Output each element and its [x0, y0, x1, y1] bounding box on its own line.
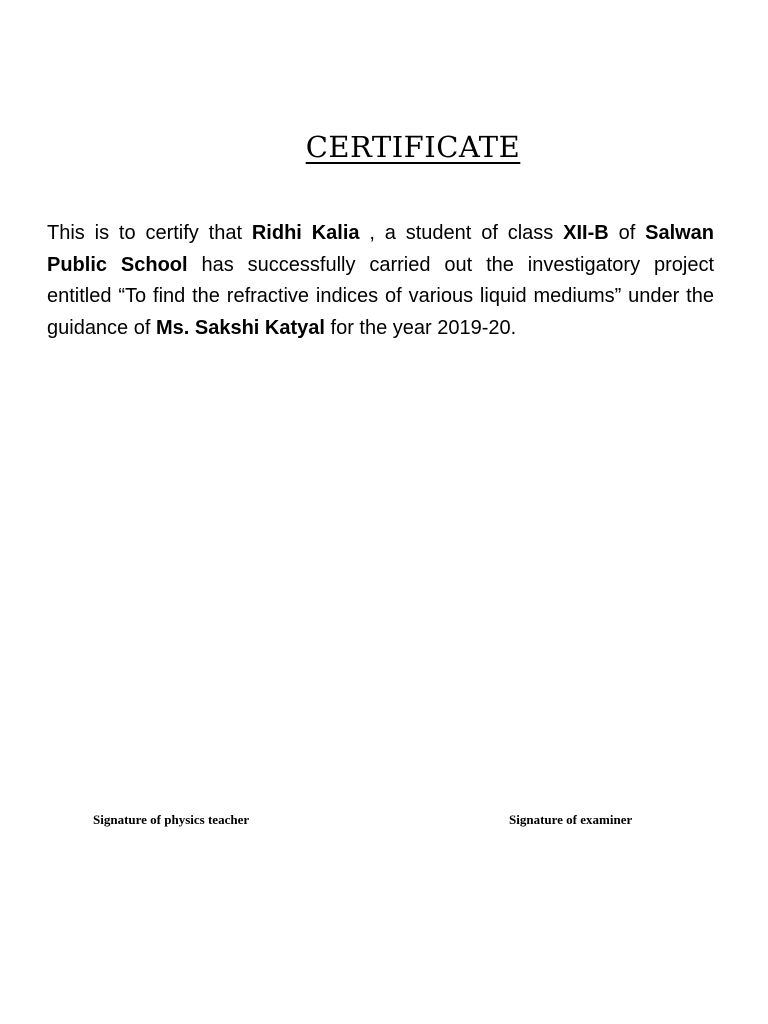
- body-text-3: of: [608, 222, 646, 244]
- body-text-5: for the year 2019-20.: [324, 316, 517, 339]
- body-intro-text: This is to certify that: [47, 222, 252, 244]
- body-text-4: has successfully carried out the investigatory project entitled “To find the refractive indices of various liquid mediums” under the guidance of: [47, 253, 714, 339]
- certificate-title: CERTIFICATE: [305, 130, 521, 164]
- student-class: XII-B: [563, 222, 609, 244]
- school-name: Salwan Public School: [47, 222, 715, 276]
- examiner-signature-label: Signature of examiner: [509, 812, 633, 827]
- teacher-signature-label: Signature of physics teacher: [93, 812, 250, 827]
- student-name: Ridhi Kalia: [251, 222, 360, 244]
- body-text-2: , a student of class: [359, 222, 564, 244]
- certificate-body: [47, 218, 714, 344]
- teacher-name: Ms. Sakshi Katyal: [155, 316, 325, 339]
